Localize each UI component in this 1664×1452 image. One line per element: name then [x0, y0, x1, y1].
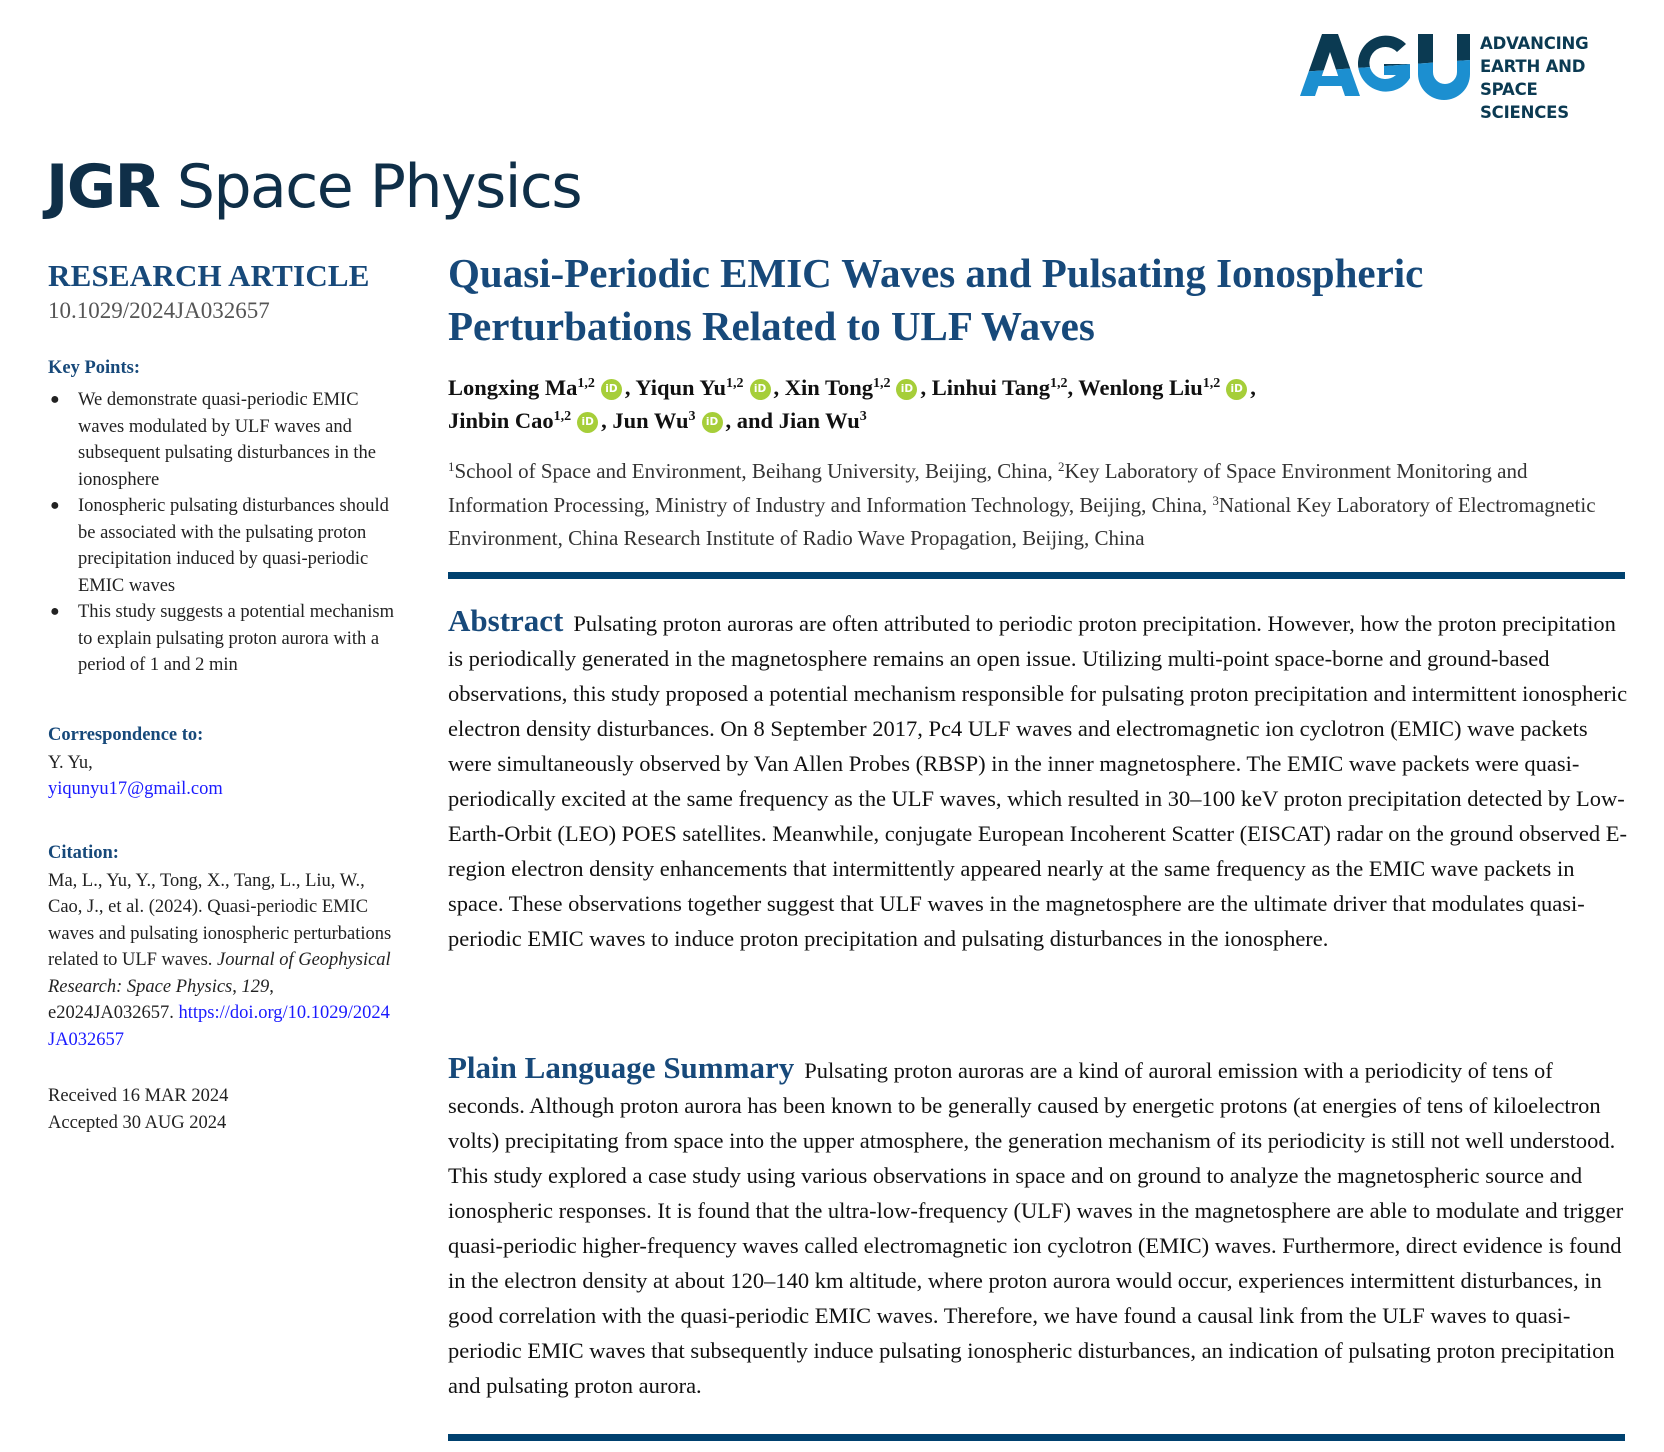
affiliation-number: 1 [448, 459, 455, 474]
citation-article-id: , e2024JA032657. [48, 976, 274, 1023]
journal-name-rest: Space Physics [159, 152, 582, 222]
affiliation-text: National Key Laboratory of Electromagnetic Environment, China Research Institute of Radio Wave Propagation, Beijing, China [448, 492, 1596, 550]
author-name: Jinbin Cao [448, 408, 554, 433]
author[interactable] [932, 375, 1068, 400]
citation-heading: Citation: [48, 842, 119, 863]
author-separator: , [601, 408, 613, 433]
citation-doi-link[interactable]: https://doi.org/10.1029/2024JA032657 [48, 1003, 390, 1050]
author-affiliation-marker: 1,2 [577, 376, 595, 391]
sidebar [48, 258, 408, 1136]
bullet-icon: ● [50, 391, 60, 408]
author-affiliation-marker: 1,2 [1049, 376, 1068, 391]
journal-name-bold: JGR [46, 152, 160, 222]
key-points-list [48, 387, 408, 679]
citation: Ma, L., Yu, Y., Tong, X., Tang, L., Liu, W., Cao, J., et al. (2024). Quasi-periodic EMIC waves and pulsating ionospheric perturbations related to ULF waves. Journal of Geophysical Research: Space Physics, 129, e2024JA032657. https://doi.org/10.1029/2024JA032657 [48, 870, 392, 1050]
key-point-text: This study suggests a potential mechanism to explain pulsating proton aurora with a period of 1 and 2 min [78, 602, 394, 675]
author-name: Xin Tong [784, 375, 873, 400]
author[interactable] [779, 408, 867, 433]
plain-language-summary-section [448, 1050, 1628, 1403]
author-affiliation-marker: 1,2 [726, 376, 744, 391]
author-separator: , [920, 375, 932, 400]
abstract-heading: Abstract [448, 603, 564, 638]
author-separator: , [624, 375, 636, 400]
author[interactable] [448, 408, 601, 433]
author-list [448, 371, 1628, 437]
affiliation-number: 2 [1057, 459, 1065, 474]
divider-top [448, 572, 1625, 579]
tagline-line: ADVANCING [1480, 34, 1589, 53]
orcid-icon[interactable]: iD [577, 412, 598, 433]
author-affiliation-marker: 1,2 [872, 376, 891, 391]
orcid-icon[interactable]: iD [1226, 379, 1247, 400]
author-name: Linhui Tang [931, 375, 1050, 400]
author-affiliation-marker: 3 [859, 409, 867, 424]
author[interactable] [635, 375, 773, 400]
correspondence-email-link[interactable]: yiqunyu17@gmail.com [48, 779, 223, 799]
author-affiliation-marker: 1,2 [1202, 376, 1221, 391]
agu-tagline [1480, 32, 1630, 124]
author-name: Longxing Ma [448, 375, 578, 400]
affiliations [448, 455, 1623, 556]
correspondence-heading: Correspondence to: [48, 724, 204, 745]
key-point-text: We demonstrate quasi-periodic EMIC waves modulated by ULF waves and subsequent pulsating disturbances in the ionosphere [78, 390, 377, 490]
pls-heading: Plain Language Summary [448, 1050, 795, 1085]
author-name: Wenlong Liu [1078, 375, 1203, 400]
bullet-icon: ● [50, 603, 60, 620]
article-type: RESEARCH ARTICLE [48, 258, 370, 293]
doi: 10.1029/2024JA032657 [48, 298, 270, 323]
author-name: Yiqun Yu [635, 375, 727, 400]
accepted-date: Accepted 30 AUG 2024 [48, 1112, 227, 1133]
tagline-line: EARTH AND [1480, 57, 1586, 76]
correspondence-name: Y. Yu, [48, 752, 93, 773]
author-separator: , [773, 375, 785, 400]
affiliation-text: Key Laboratory of Space Environment Monitoring and Information Processing, Ministry of Industry and Information Technology, Beijing, China, [448, 459, 1528, 517]
author[interactable] [1078, 375, 1250, 400]
abstract-section [448, 603, 1628, 956]
orcid-icon[interactable]: iD [750, 379, 771, 400]
article-header [448, 247, 1628, 556]
received-date: Received 16 MAR 2024 [48, 1086, 229, 1106]
agu-logo-mark [1300, 30, 1470, 105]
key-points-heading: Key Points: [48, 358, 140, 378]
tagline-line: SPACE SCIENCES [1480, 80, 1569, 122]
key-point [48, 493, 408, 599]
article-title: Quasi-Periodic EMIC Waves and Pulsating Ionospheric Perturbations Related to ULF Waves [448, 250, 1424, 349]
author[interactable] [612, 408, 725, 433]
orcid-icon[interactable]: iD [702, 412, 723, 433]
affiliation-text: School of Space and Environment, Beihang University, Beijing, China, [454, 459, 1058, 483]
author-name: Jun Wu [612, 408, 689, 433]
author-affiliation-marker: 1,2 [553, 409, 572, 424]
key-point-text: Ionospheric pulsating disturbances should be associated with the pulsating proton precipitation induced by quasi-periodic EMIC waves [78, 496, 389, 596]
citation-journal: Journal of Geophysical Research: Space Physics [48, 950, 391, 997]
author-affiliation-marker: 3 [688, 409, 696, 424]
author[interactable] [785, 375, 921, 400]
key-point [48, 599, 408, 679]
journal-name [46, 152, 581, 222]
author-name: Jian Wu [778, 408, 860, 433]
bullet-icon: ● [50, 497, 60, 514]
citation-volume: 129 [241, 976, 270, 997]
orcid-icon[interactable]: iD [896, 379, 917, 400]
orcid-icon[interactable]: iD [601, 379, 622, 400]
divider-bottom [448, 1434, 1625, 1441]
key-point [48, 387, 408, 493]
author-separator: , [1067, 375, 1079, 400]
dates [48, 1083, 408, 1136]
author[interactable] [448, 375, 625, 400]
author-separator: , and [725, 408, 779, 433]
abstract-text: Pulsating proton auroras are often attributed to periodic proton precipitation. However, how the proton precipitation is periodically generated in the magnetosphere remains an open issue. Utilizing multi-point space-borne and ground-based observations, this study proposed a potential mechanism responsible for pulsating proton precipitation and intermittent ionospheric electron density disturbances. On 8 September 2017, Pc4 ULF waves and electromagnetic ion cyclotron (EMIC) wave packets were simultaneously observed by Van Allen Probes (RBSP) in the inner magnetosphere. The EMIC wave packets were quasi-periodically excited at the same frequency as the ULF waves, which resulted in 30–100 keV proton precipitation detected by Low-Earth-Orbit (LEO) POES satellites. Meanwhile, conjugate European Incoherent Scatter (EISCAT) radar on the ground observed E-region electron density enhancements that intermittently appeared nearly at the same frequency as the EMIC wave packets in space. These observations together suggest that ULF waves in the magnetosphere are the ultimate driver that modulates quasi-periodic EMIC waves to induce proton precipitation and pulsating disturbances in the ionosphere. [448, 611, 1628, 951]
pls-text: Pulsating proton auroras are a kind of auroral emission with a periodicity of tens of seconds. Although proton aurora has been known to be generally caused by energetic protons (at energies of tens of kiloelectron volts) precipitating from space into the upper atmosphere, the generation mechanism of its periodicity is still not well understood. This study explored a case study using various observations in space and on ground to analyze the magnetospheric source and ionospheric responses. It is found that the ultra-low-frequency (ULF) waves in the magnetosphere are able to modulate and trigger quasi-periodic higher-frequency waves called electromagnetic ion cyclotron (EMIC) waves. Furthermore, direct evidence is found in the electron density at about 120–140 km altitude, where proton aurora would occur, experiences intermittent disturbances, in good correlation with the quasi-periodic EMIC waves. Therefore, we have found a causal link from the ULF waves to quasi-periodic EMIC waves that subsequently induce pulsating ionospheric disturbances, an indication of pulsating proton precipitation and pulsating proton aurora. [448, 1058, 1624, 1398]
author-separator: , [1250, 375, 1256, 400]
affiliation-number: 3 [1212, 492, 1219, 508]
citation-text: Ma, L., Yu, Y., Tong, X., Tang, L., Liu, W., Cao, J., et al. (2024). Quasi-periodic EMIC waves and pulsating ionospheric perturbations related to ULF waves. [48, 870, 392, 970]
agu-logo [1300, 30, 1630, 122]
